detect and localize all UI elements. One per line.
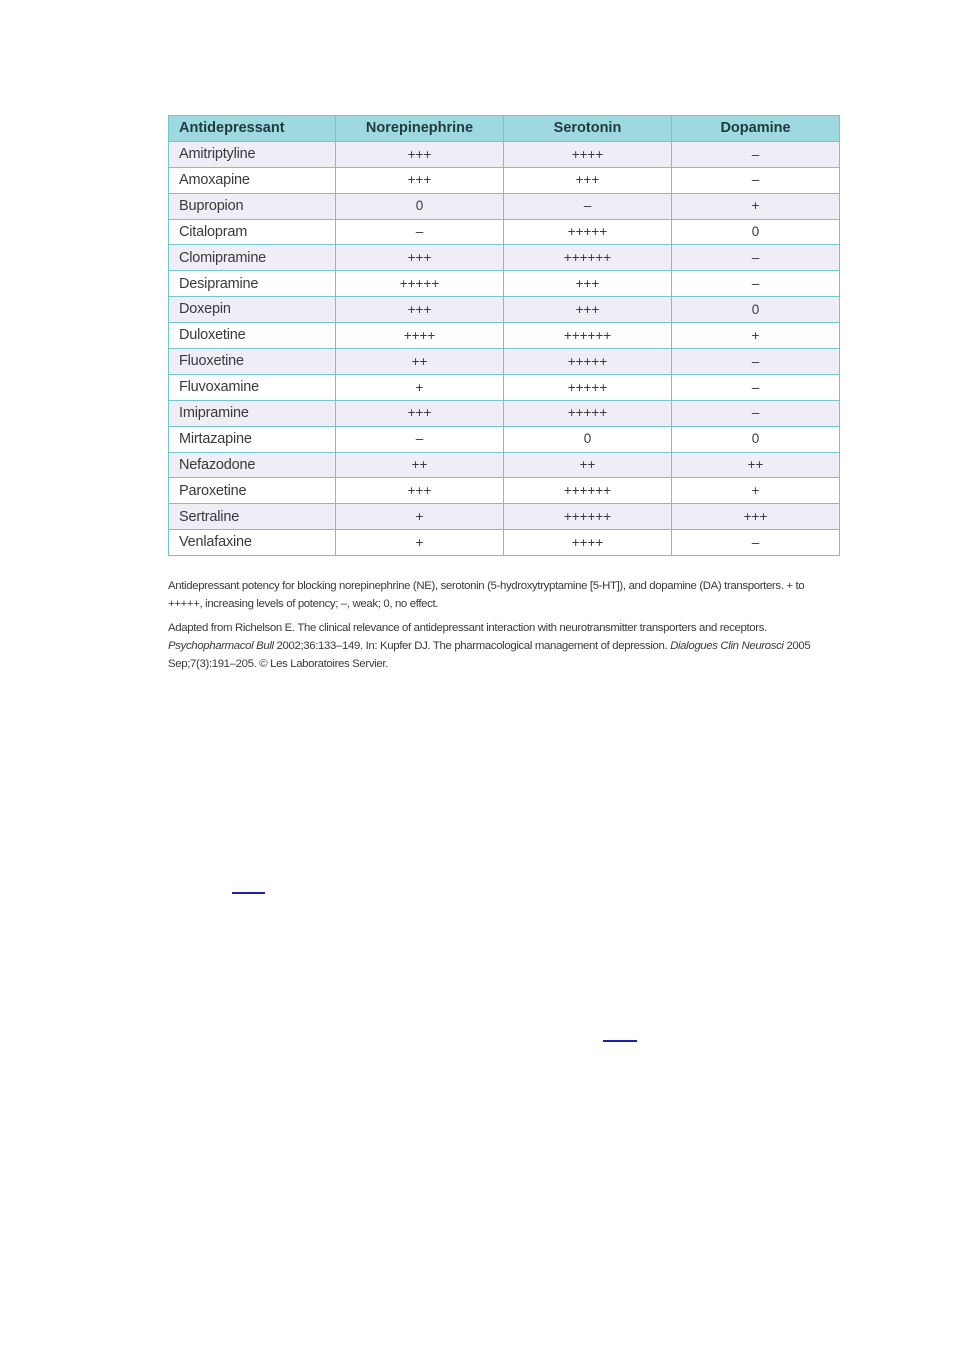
table-row <box>169 400 840 426</box>
norepinephrine-cell: ++ <box>336 452 504 478</box>
dopamine-cell: – <box>672 349 840 375</box>
dopamine-cell: 0 <box>672 426 840 452</box>
drug-name-cell: Bupropion <box>169 193 336 219</box>
norepinephrine-cell: 0 <box>336 193 504 219</box>
serotonin-cell: +++ <box>504 297 672 323</box>
drug-name-cell: Nefazodone <box>169 452 336 478</box>
header-antidepressant: Antidepressant <box>169 116 336 142</box>
norepinephrine-cell: +++ <box>336 297 504 323</box>
dopamine-cell: – <box>672 167 840 193</box>
table-row <box>169 297 840 323</box>
serotonin-cell: +++++ <box>504 374 672 400</box>
norepinephrine-cell: +++ <box>336 245 504 271</box>
serotonin-cell: +++++ <box>504 349 672 375</box>
serotonin-cell: ++++++ <box>504 504 672 530</box>
table-row <box>169 530 840 556</box>
dopamine-cell: + <box>672 323 840 349</box>
table-row <box>169 374 840 400</box>
norepinephrine-cell: +++ <box>336 478 504 504</box>
citation-text-part-1: Adapted from Richelson E. The clinical relevance of antidepressant interaction with neurotransmitter transporters and receptors. <box>168 622 767 634</box>
norepinephrine-cell: ++++ <box>336 323 504 349</box>
drug-name-cell: Mirtazapine <box>169 426 336 452</box>
serotonin-cell: ++++ <box>504 141 672 167</box>
dopamine-cell: + <box>672 478 840 504</box>
drug-name-cell: Desipramine <box>169 271 336 297</box>
dopamine-cell: – <box>672 374 840 400</box>
drug-name-cell: Venlafaxine <box>169 530 336 556</box>
table-row <box>169 452 840 478</box>
norepinephrine-cell: +++ <box>336 141 504 167</box>
serotonin-cell: ++++++ <box>504 478 672 504</box>
drug-name-cell: Imipramine <box>169 400 336 426</box>
header-norepinephrine: Norepinephrine <box>336 116 504 142</box>
table-footnote: Antidepressant potency for blocking norepinephrine (NE), serotonin (5-hydroxytryptamine [5-HT]), and dopamine (DA) transporters. + to +++++, increasing levels of potency; –, weak; 0, no effect. <box>168 580 805 610</box>
dopamine-cell: – <box>672 245 840 271</box>
table-row <box>169 426 840 452</box>
antidepressant-potency-table <box>168 115 840 556</box>
header-row <box>169 116 840 142</box>
drug-name-cell: Fluvoxamine <box>169 374 336 400</box>
table-body <box>169 141 840 555</box>
norepinephrine-cell: +++ <box>336 400 504 426</box>
serotonin-cell: ++++++ <box>504 323 672 349</box>
serotonin-cell: +++ <box>504 167 672 193</box>
antidepressant-potency-table-container <box>168 115 839 556</box>
table-row <box>169 141 840 167</box>
table-row <box>169 504 840 530</box>
table-row <box>169 323 840 349</box>
citation-journal-1: Psychopharmacol Bull <box>168 640 274 652</box>
serotonin-cell: ++ <box>504 452 672 478</box>
norepinephrine-cell: – <box>336 426 504 452</box>
serotonin-cell: +++++ <box>504 219 672 245</box>
hyperlink-underline[interactable] <box>603 1040 637 1042</box>
table-source-citation <box>168 619 839 673</box>
table-row <box>169 193 840 219</box>
dopamine-cell: +++ <box>672 504 840 530</box>
serotonin-cell: ++++ <box>504 530 672 556</box>
serotonin-cell: +++++ <box>504 400 672 426</box>
hyperlink-underline[interactable] <box>232 892 265 894</box>
dopamine-cell: 0 <box>672 297 840 323</box>
table-row <box>169 478 840 504</box>
drug-name-cell: Amitriptyline <box>169 141 336 167</box>
citation-journal-2: Dialogues Clin Neurosci <box>670 640 784 652</box>
drug-name-cell: Fluoxetine <box>169 349 336 375</box>
norepinephrine-cell: + <box>336 530 504 556</box>
dopamine-cell: 0 <box>672 219 840 245</box>
header-dopamine: Dopamine <box>672 116 840 142</box>
norepinephrine-cell: – <box>336 219 504 245</box>
table-row <box>169 219 840 245</box>
norepinephrine-cell: +++ <box>336 167 504 193</box>
drug-name-cell: Sertraline <box>169 504 336 530</box>
dopamine-cell: ++ <box>672 452 840 478</box>
table-row <box>169 349 840 375</box>
table-header <box>169 116 840 142</box>
dopamine-cell: – <box>672 400 840 426</box>
drug-name-cell: Doxepin <box>169 297 336 323</box>
norepinephrine-cell: + <box>336 504 504 530</box>
drug-name-cell: Amoxapine <box>169 167 336 193</box>
dopamine-cell: – <box>672 530 840 556</box>
norepinephrine-cell: ++ <box>336 349 504 375</box>
table-row <box>169 271 840 297</box>
table-row <box>169 245 840 271</box>
drug-name-cell: Citalopram <box>169 219 336 245</box>
citation-text-part-2: 2002;36:133–149. In: Kupfer DJ. The pharmacological management of depression. <box>273 640 671 652</box>
dopamine-cell: + <box>672 193 840 219</box>
citation-text-part-3: 2005 Sep;7(3):191–205. © Les Laboratoires Servier. <box>168 640 811 670</box>
norepinephrine-cell: + <box>336 374 504 400</box>
serotonin-cell: +++ <box>504 271 672 297</box>
dopamine-cell: – <box>672 141 840 167</box>
norepinephrine-cell: +++++ <box>336 271 504 297</box>
drug-name-cell: Paroxetine <box>169 478 336 504</box>
serotonin-cell: 0 <box>504 426 672 452</box>
serotonin-cell: ++++++ <box>504 245 672 271</box>
header-serotonin: Serotonin <box>504 116 672 142</box>
drug-name-cell: Duloxetine <box>169 323 336 349</box>
serotonin-cell: – <box>504 193 672 219</box>
dopamine-cell: – <box>672 271 840 297</box>
table-row <box>169 167 840 193</box>
drug-name-cell: Clomipramine <box>169 245 336 271</box>
